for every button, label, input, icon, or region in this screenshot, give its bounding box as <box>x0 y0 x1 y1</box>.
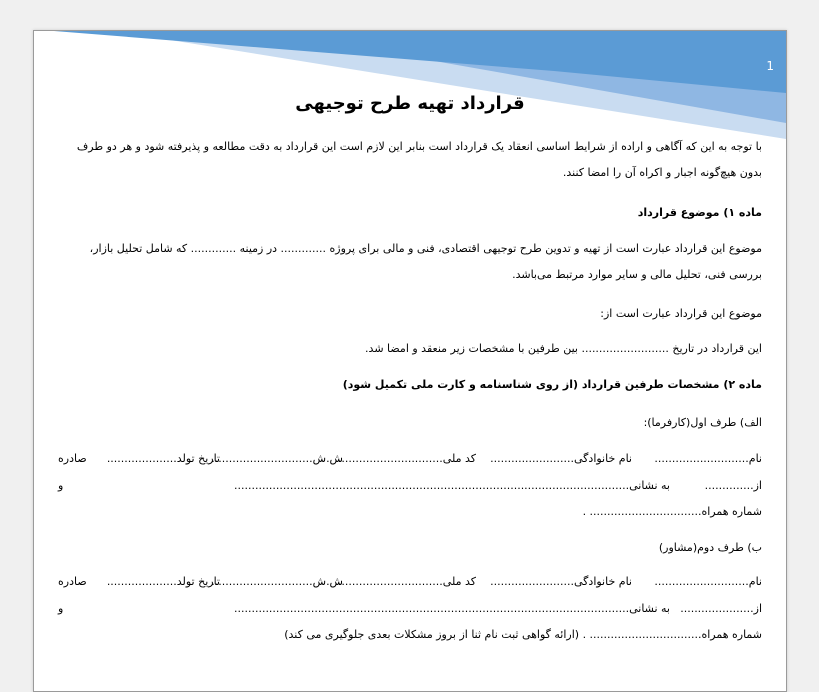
article-1-subject-line: موضوع این قرارداد عبارت است از: <box>600 307 762 320</box>
party-2-ss-field: ش.ش............................. <box>211 575 343 588</box>
party-2-birth-field: تاریخ تولد.................... <box>106 575 220 588</box>
party-1-family-field: نام خانوادگی........................ <box>490 452 632 465</box>
document-page <box>33 30 787 692</box>
party-1-name-field: نام........................... <box>654 452 762 465</box>
article-1-heading: ماده ۱) موضوع قرارداد <box>637 206 762 219</box>
document-title: قرارداد تهیه طرح توجیهی <box>295 93 525 114</box>
party-2-from-field: از..................... <box>680 602 762 615</box>
party-2-code-field: کد ملی............................... <box>334 575 476 588</box>
party-1-code-field: کد ملی............................... <box>334 452 476 465</box>
party-1-ss-field: ش.ش............................. <box>211 452 343 465</box>
party-2-family-field: نام خانوادگی........................ <box>490 575 632 588</box>
party-1-and-text: و <box>58 479 64 492</box>
article-1-paragraph-line-2: بررسی فنی، تحلیل مالی و سایر موارد مرتبط می‌باشد. <box>512 268 762 281</box>
party-2-label: ب) طرف دوم(مشاور) <box>658 541 762 554</box>
page-number: 1 <box>766 59 774 73</box>
intro-line-2: بدون هیچ‌گونه اجبار و اکراه آن را امضا کنند. <box>562 166 762 179</box>
article-2-heading: ماده ۲) مشخصات طرفین قرارداد (از روی شناسنامه و کارت ملی تکمیل شود) <box>342 378 762 391</box>
party-1-birth-field: تاریخ تولد.................... <box>106 452 220 465</box>
party-1-from-field: از.............. <box>704 479 762 492</box>
party-2-and-text: و <box>58 602 64 615</box>
party-1-label: الف) طرف اول(کارفرما): <box>643 416 762 429</box>
party-2-address-field: به نشانی................................................................................................................. <box>233 602 670 615</box>
party-2-mobile-row: شماره همراه................................ . (ارائه گواهی ثبت نام ثنا از بروز مشکلات بعدی جلوگیری می کند) <box>284 628 762 641</box>
party-2-name-field: نام........................... <box>654 575 762 588</box>
header-decoration <box>34 31 786 141</box>
article-1-date-line: این قرارداد در تاریخ ......................... بین طرفین با مشخصات زیر منعقد و امضا شد. <box>365 342 762 355</box>
party-1-mobile-row: شماره همراه................................ . <box>582 505 762 518</box>
party-1-issued-field: صادره <box>58 452 87 465</box>
intro-line-1: با توجه به این که آگاهی و اراده از شرایط اساسی انعقاد یک قرارداد است بنابر این لازم است این قرارداد به دقت مطالعه و پذیرفته شود و هر دو طرف <box>76 140 762 153</box>
article-1-paragraph-line-1: موضوع این قرارداد عبارت است از تهیه و تدوین طرح توجیهی اقتصادی، فنی و مالی برای پروژه ............. در زمینه ............. که شامل تحلیل بازار، <box>89 242 762 255</box>
party-1-address-field: به نشانی................................................................................................................. <box>233 479 670 492</box>
party-2-issued-field: صادره <box>58 575 87 588</box>
